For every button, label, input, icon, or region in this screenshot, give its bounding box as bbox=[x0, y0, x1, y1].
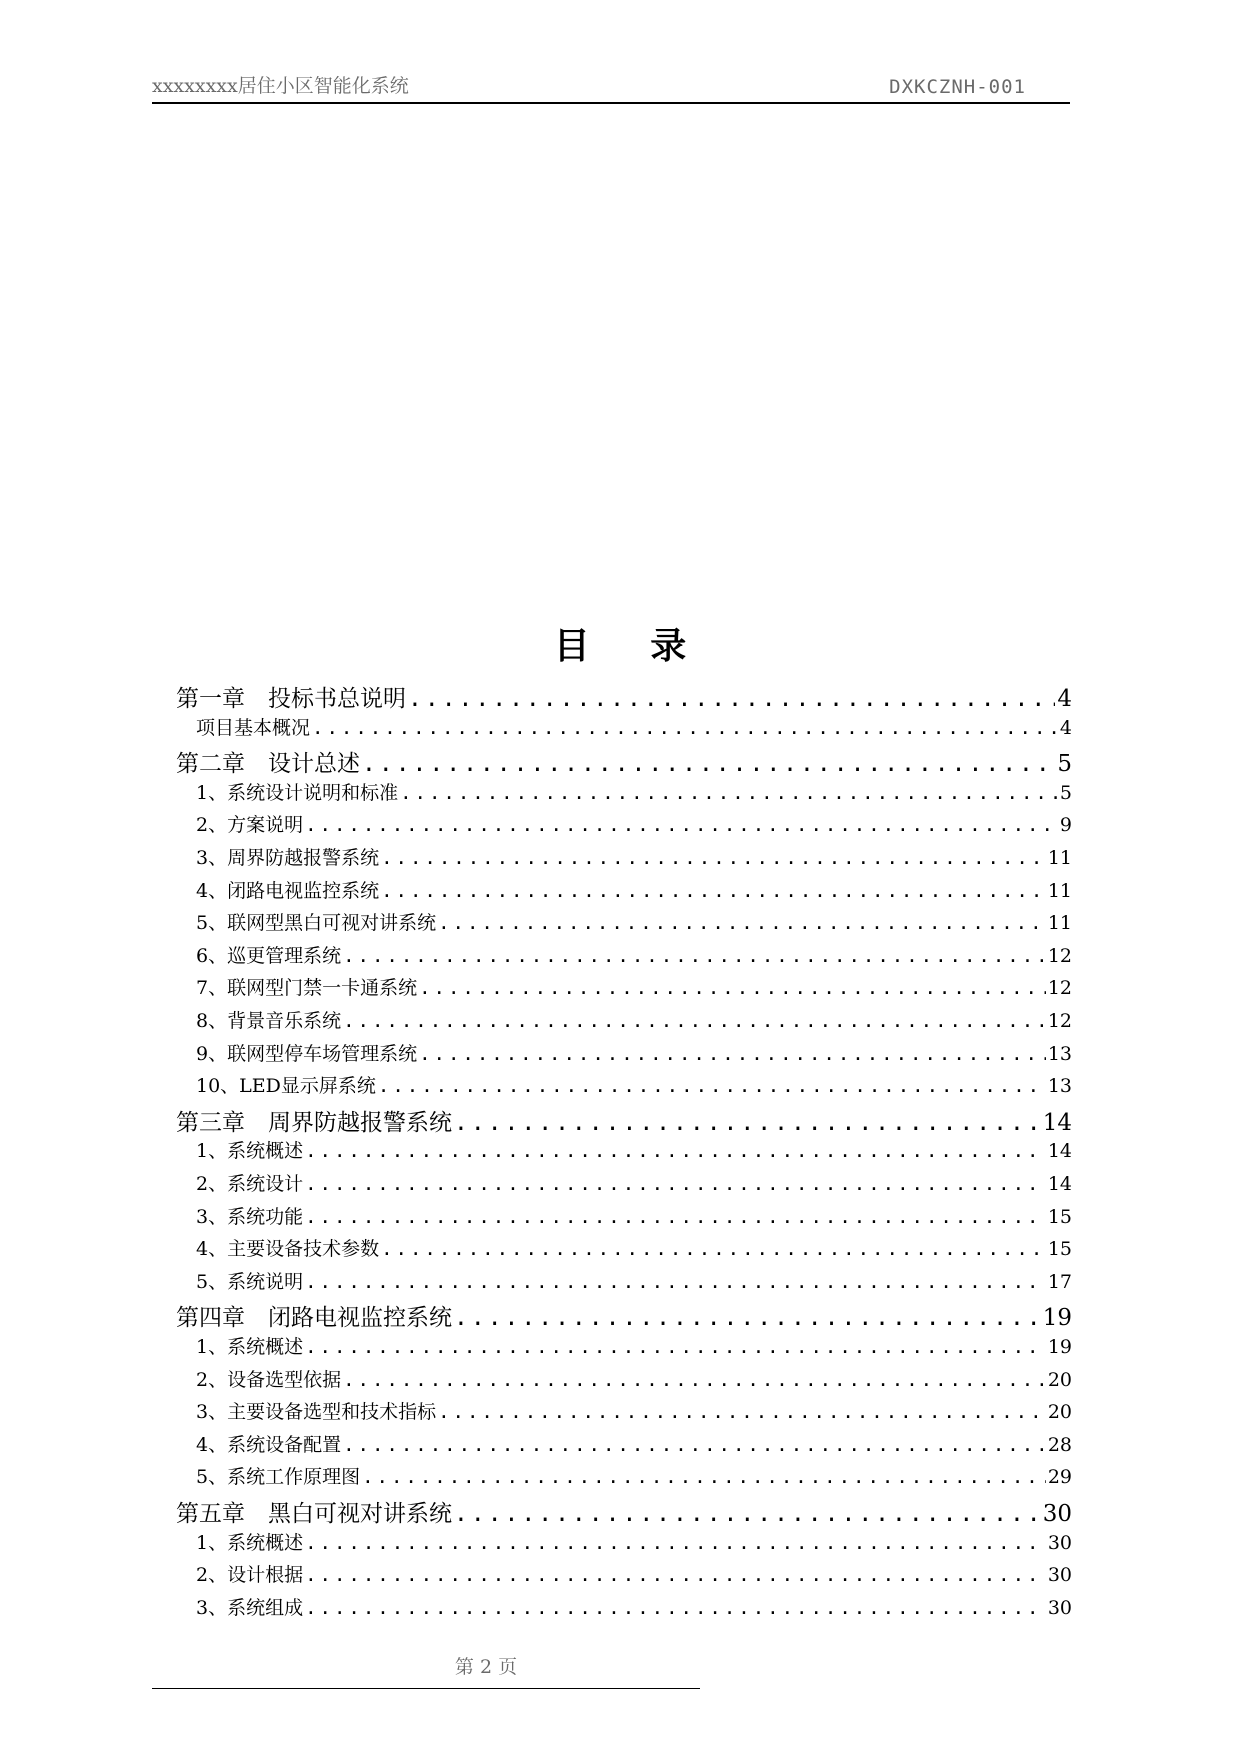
toc-entry-label: 8、背景音乐系统 bbox=[196, 1010, 342, 1032]
toc-entry-label: 7、联网型门禁一卡通系统 bbox=[196, 977, 418, 1000]
toc-entry-label: 5、联网型黑白可视对讲系统 bbox=[196, 912, 437, 935]
toc-leader-dots bbox=[305, 1173, 1046, 1195]
toc-leader-dots bbox=[343, 945, 1046, 967]
toc-entry-label: 4、主要设备技术参数 bbox=[196, 1238, 380, 1261]
toc-section-entry[interactable] bbox=[176, 1039, 1072, 1071]
toc-entry-page: 5 bbox=[1059, 781, 1072, 804]
toc-section-entry[interactable] bbox=[176, 713, 1072, 745]
toc-entry-page: 4 bbox=[1059, 716, 1072, 739]
toc-entry-label: 4、系统设备配置 bbox=[196, 1433, 342, 1456]
toc-chapter-entry[interactable] bbox=[176, 680, 1072, 712]
toc-entry-label: 2、系统设计 bbox=[196, 1173, 304, 1195]
toc-leader-dots bbox=[305, 1597, 1046, 1619]
toc-section-entry[interactable] bbox=[176, 1169, 1072, 1201]
toc-section-entry[interactable] bbox=[176, 1267, 1072, 1299]
toc-entry-page: 29 bbox=[1047, 1466, 1072, 1489]
toc-section-entry[interactable] bbox=[176, 1234, 1072, 1266]
toc-leader-dots bbox=[419, 1043, 1046, 1065]
toc-section-entry[interactable] bbox=[176, 1593, 1072, 1625]
toc-leader-dots bbox=[343, 1010, 1046, 1032]
toc-entry-page: 12 bbox=[1047, 977, 1072, 1000]
toc-entry-page: 15 bbox=[1047, 1205, 1072, 1228]
toc-leader-dots bbox=[454, 1305, 1041, 1331]
toc-entry-label: 3、系统功能 bbox=[196, 1205, 304, 1228]
toc-leader-dots bbox=[305, 1336, 1046, 1358]
toc-entry-page: 11 bbox=[1047, 912, 1072, 935]
toc-leader-dots bbox=[305, 1206, 1046, 1228]
toc-leader-dots bbox=[381, 847, 1046, 869]
toc-entry-page: 14 bbox=[1047, 1140, 1072, 1163]
toc-leader-dots bbox=[438, 912, 1046, 934]
toc-section-entry[interactable] bbox=[176, 908, 1072, 940]
toc-entry-label: 第三章 周界防越报警系统 bbox=[176, 1109, 452, 1136]
toc-entry-page: 30 bbox=[1047, 1596, 1072, 1619]
toc-section-entry[interactable] bbox=[176, 876, 1072, 908]
toc-entry-label: 5、系统工作原理图 bbox=[196, 1466, 361, 1489]
toc-entry-page: 12 bbox=[1047, 1010, 1072, 1032]
toc-section-entry[interactable] bbox=[176, 1365, 1072, 1397]
toc-chapter-entry[interactable] bbox=[176, 1495, 1072, 1527]
toc-entry-page: 12 bbox=[1047, 944, 1072, 967]
toc-entry-page: 11 bbox=[1047, 847, 1072, 869]
toc-leader-dots bbox=[408, 686, 1055, 712]
toc-leader-dots bbox=[419, 977, 1046, 999]
toc-entry-label: 1、系统概述 bbox=[196, 1336, 304, 1358]
toc-entry-label: 项目基本概况 bbox=[196, 716, 311, 739]
toc-section-entry[interactable] bbox=[176, 1006, 1072, 1038]
toc-chapter-entry[interactable] bbox=[176, 1104, 1072, 1136]
toc-section-entry[interactable] bbox=[176, 1332, 1072, 1364]
toc-leader-dots bbox=[381, 880, 1046, 902]
toc-section-entry[interactable] bbox=[176, 1430, 1072, 1462]
toc-entry-label: 10、LED显示屏系统 bbox=[196, 1075, 376, 1098]
toc-entry-label: 1、系统设计说明和标准 bbox=[196, 781, 399, 804]
page-header bbox=[152, 70, 1070, 104]
toc-entry-page: 9 bbox=[1059, 814, 1072, 837]
toc-section-entry[interactable] bbox=[176, 778, 1072, 810]
toc-leader-dots bbox=[381, 1238, 1046, 1260]
toc-chapter-entry[interactable] bbox=[176, 745, 1072, 777]
toc-entry-page: 19 bbox=[1042, 1305, 1072, 1332]
toc-entry-label: 4、闭路电视监控系统 bbox=[196, 879, 380, 902]
page-number: 第 2 页 bbox=[454, 1656, 518, 1678]
toc-entry-label: 5、系统说明 bbox=[196, 1270, 304, 1293]
toc-entry-page: 20 bbox=[1047, 1401, 1072, 1424]
toc-section-entry[interactable] bbox=[176, 1202, 1072, 1234]
toc-leader-dots bbox=[305, 1271, 1046, 1293]
toc-leader-dots bbox=[454, 1501, 1041, 1527]
toc-leader-dots bbox=[305, 814, 1058, 836]
toc-section-entry[interactable] bbox=[176, 1071, 1072, 1103]
toc-entry-label: 3、主要设备选型和技术指标 bbox=[196, 1401, 437, 1424]
toc-entry-page: 14 bbox=[1042, 1109, 1072, 1136]
page-footer bbox=[152, 1646, 700, 1689]
toc-leader-dots bbox=[343, 1434, 1046, 1456]
toc-entry-label: 2、方案说明 bbox=[196, 814, 304, 837]
toc-leader-dots bbox=[378, 1075, 1046, 1097]
toc-entry-page: 30 bbox=[1047, 1531, 1072, 1554]
toc-entry-page: 14 bbox=[1047, 1173, 1072, 1195]
toc-entry-page: 30 bbox=[1047, 1564, 1072, 1587]
toc-section-entry[interactable] bbox=[176, 941, 1072, 973]
toc-section-entry[interactable] bbox=[176, 973, 1072, 1005]
toc-entry-page: 15 bbox=[1047, 1238, 1072, 1261]
toc-entry-page: 5 bbox=[1057, 751, 1072, 778]
toc-entry-label: 2、设备选型依据 bbox=[196, 1368, 342, 1391]
toc-entry-label: 3、系统组成 bbox=[196, 1596, 304, 1619]
toc-section-entry[interactable] bbox=[176, 1528, 1072, 1560]
toc-leader-dots bbox=[362, 751, 1055, 777]
toc-section-entry[interactable] bbox=[176, 1560, 1072, 1592]
toc-leader-dots bbox=[305, 1532, 1046, 1554]
toc-section-entry[interactable] bbox=[176, 1397, 1072, 1429]
toc-leader-dots bbox=[438, 1401, 1046, 1423]
toc-entry-page: 13 bbox=[1047, 1042, 1072, 1065]
toc-entry-page: 11 bbox=[1047, 879, 1072, 902]
toc-entry-page: 30 bbox=[1042, 1501, 1072, 1527]
toc-entry-label: 第四章 闭路电视监控系统 bbox=[176, 1305, 452, 1332]
toc-leader-dots bbox=[305, 1564, 1046, 1586]
toc-entry-label: 6、巡更管理系统 bbox=[196, 944, 342, 967]
toc-section-entry[interactable] bbox=[176, 810, 1072, 842]
toc-leader-dots bbox=[454, 1110, 1041, 1136]
toc-leader-dots bbox=[343, 1369, 1046, 1391]
header-title: xxxxxxxx居住小区智能化系统 bbox=[152, 75, 409, 97]
toc-entry-label: 第五章 黑白可视对讲系统 bbox=[176, 1501, 452, 1527]
toc-entry-label: 1、系统概述 bbox=[196, 1140, 304, 1163]
header-doc-code: DXKCZNH-001 bbox=[889, 76, 1026, 98]
toc-chapter-entry[interactable] bbox=[176, 1299, 1072, 1331]
toc-title: 目 录 bbox=[553, 626, 687, 667]
toc-entry-page: 4 bbox=[1057, 686, 1072, 712]
toc-entry-label: 2、设计根据 bbox=[196, 1564, 304, 1587]
toc-entry-label: 9、联网型停车场管理系统 bbox=[196, 1042, 418, 1065]
toc-entry-label: 第一章 投标书总说明 bbox=[176, 686, 406, 712]
toc-entry-page: 17 bbox=[1047, 1270, 1072, 1293]
toc-entry-page: 13 bbox=[1047, 1075, 1072, 1098]
toc-section-entry[interactable] bbox=[176, 1462, 1072, 1494]
toc-entry-page: 19 bbox=[1047, 1336, 1072, 1358]
toc-section-entry[interactable] bbox=[176, 843, 1072, 875]
toc-section-entry[interactable] bbox=[176, 1136, 1072, 1168]
toc-entry-page: 28 bbox=[1047, 1433, 1072, 1456]
toc-entry-page: 20 bbox=[1047, 1368, 1072, 1391]
toc-leader-dots bbox=[305, 1140, 1046, 1162]
toc-entry-label: 第二章 设计总述 bbox=[176, 751, 360, 778]
toc-leader-dots bbox=[362, 1466, 1046, 1488]
toc-entry-label: 1、系统概述 bbox=[196, 1531, 304, 1554]
toc-leader-dots bbox=[400, 782, 1058, 804]
toc-entry-label: 3、周界防越报警系统 bbox=[196, 847, 380, 869]
toc-leader-dots bbox=[312, 717, 1058, 739]
